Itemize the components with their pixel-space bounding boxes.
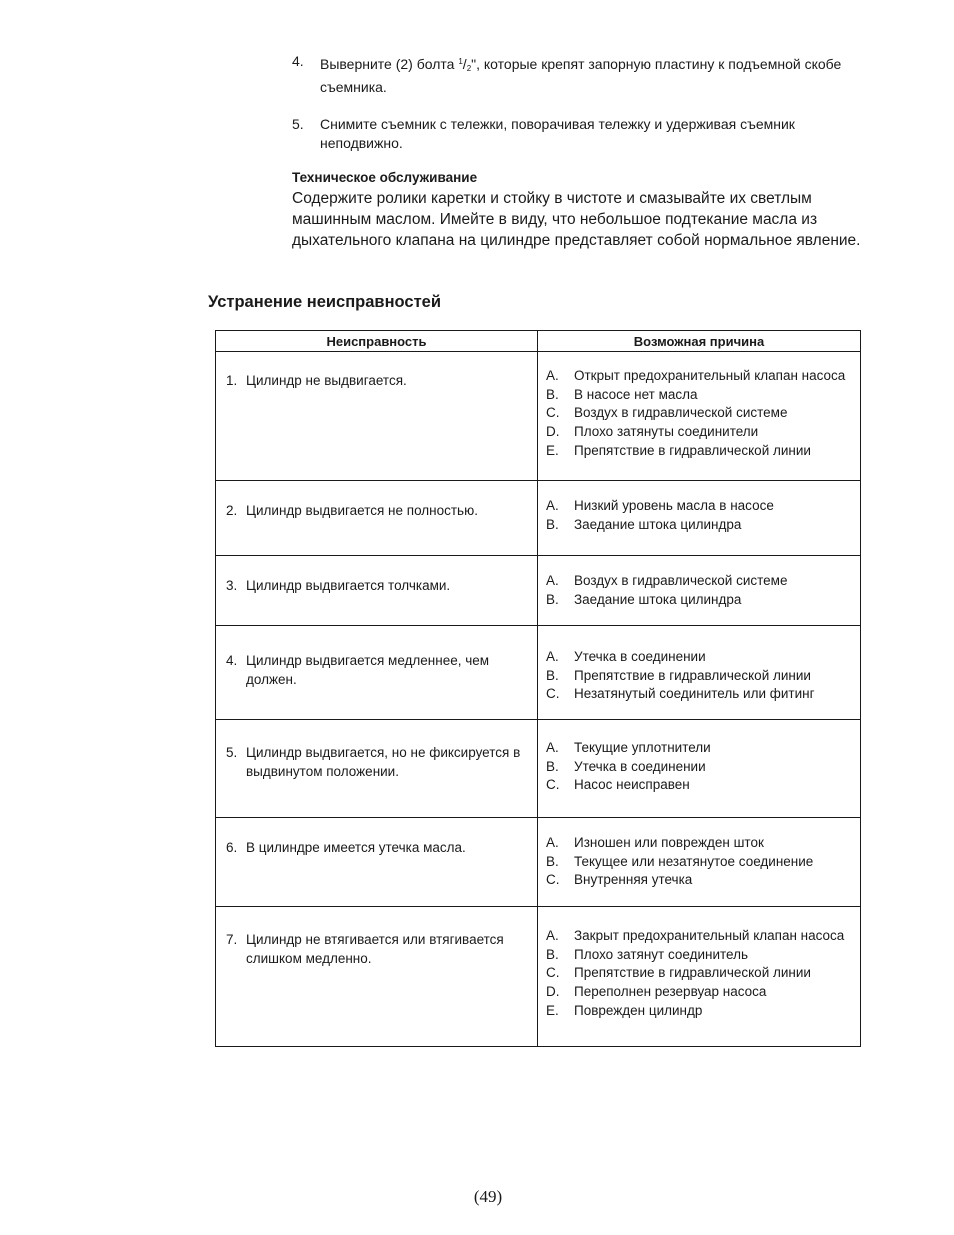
step-text-part: Выверните (2) болта: [320, 56, 459, 72]
problem-item: [226, 651, 529, 689]
cause-item: [546, 516, 852, 535]
step-4: [292, 52, 872, 97]
cause-letter: A.: [546, 498, 559, 513]
header-cause: Возможная причина: [538, 331, 861, 352]
problem-text: Цилиндр выдвигается не полностью.: [246, 503, 478, 518]
problem-number: 5.: [226, 745, 238, 760]
cause-item: [546, 834, 852, 853]
cause-text: В насосе нет масла: [574, 386, 698, 402]
maintenance-title: Техническое обслуживание: [292, 170, 478, 185]
problem-text: В цилиндре имеется утечка масла.: [246, 840, 466, 855]
cause-letter: B.: [546, 758, 559, 774]
cause-text: Плохо затянут соединитель: [574, 946, 749, 962]
fraction-denominator: 2: [466, 64, 472, 73]
cause-item: [546, 871, 852, 890]
table-row: [216, 556, 861, 626]
cause-text: Воздух в гидравлической системе: [574, 405, 788, 421]
causes-cell: [538, 818, 861, 907]
causes-cell: [538, 626, 861, 720]
cause-text: Переполнен резервуар насоса: [574, 984, 767, 1000]
cause-item: [546, 667, 852, 686]
cause-letter: C.: [546, 872, 560, 888]
cause-item: [546, 572, 852, 591]
problem-number: 7.: [226, 932, 238, 947]
problem-text: Цилиндр выдвигается медленнее, чем должен.: [246, 653, 490, 687]
cause-letter: D.: [546, 424, 560, 440]
cause-text: Заедание штока цилиндра: [574, 516, 742, 532]
cause-text: Препятствие в гидравлической линии: [574, 667, 811, 683]
cause-text: Низкий уровень масла в насосе: [574, 498, 774, 513]
cause-item: [546, 497, 852, 516]
troubleshooting-title: Устранение неисправностей: [208, 293, 441, 311]
cause-letter: B.: [546, 516, 559, 532]
causes-cell: [538, 556, 861, 626]
cause-text: Текущие уплотнители: [574, 740, 711, 755]
cause-item: [546, 404, 852, 423]
cause-letter: C.: [546, 686, 560, 702]
page-number: (49): [473, 1187, 503, 1206]
cause-text: Внутренняя утечка: [574, 872, 693, 888]
cause-item: [546, 442, 852, 461]
cause-text: Изношен или поврежден шток: [574, 835, 764, 850]
cause-text: Насос неисправен: [574, 777, 690, 793]
cause-item: [546, 776, 852, 795]
problem-cell: [216, 352, 538, 481]
problem-number: 3.: [226, 578, 238, 593]
problem-item: [226, 501, 529, 520]
cause-text: Заедание штока цилиндра: [574, 591, 742, 607]
troubleshooting-table: [215, 330, 861, 1047]
step-text-part: ", которые крепят запорную пластину к подъемной скобе съемника.: [320, 56, 842, 95]
cause-letter: B.: [546, 386, 559, 402]
problem-number: 4.: [226, 653, 238, 668]
problem-item: [226, 371, 529, 390]
problem-item: [226, 743, 529, 781]
cause-item: [546, 648, 852, 667]
fraction-numerator: 1: [458, 57, 463, 66]
table-row: [216, 626, 861, 720]
cause-letter: C.: [546, 965, 560, 981]
cause-item: [546, 423, 852, 442]
cause-item: [546, 946, 852, 965]
problem-text: Цилиндр выдвигается, но не фиксируется в выдвинутом положении.: [246, 745, 521, 779]
cause-item: [546, 386, 852, 405]
problem-text: Цилиндр не втягивается или втягивается слишком медленно.: [246, 932, 504, 966]
cause-item: [546, 758, 852, 777]
cause-text: Текущее или незатянутое соединение: [574, 853, 814, 869]
table-row: [216, 818, 861, 907]
problem-number: 6.: [226, 840, 238, 855]
problem-cell: [216, 626, 538, 720]
instruction-steps: [292, 52, 872, 171]
cause-letter: A.: [546, 368, 559, 383]
cause-item: [546, 927, 852, 946]
table-body: [216, 352, 861, 1047]
cause-letter: A.: [546, 573, 559, 588]
causes-cell: [538, 481, 861, 556]
causes-cell: [538, 720, 861, 818]
cause-text: Препятствие в гидравлической линии: [574, 442, 811, 458]
table-row: [216, 907, 861, 1047]
table-row: [216, 481, 861, 556]
causes-cell: [538, 352, 861, 481]
cause-item: [546, 983, 852, 1002]
cause-text: Поврежден цилиндр: [574, 1002, 703, 1018]
cause-text: Незатянутый соединитель или фитинг: [574, 686, 815, 702]
table-row: [216, 352, 861, 481]
cause-letter: B.: [546, 591, 559, 607]
cause-text: Утечка в соединении: [574, 649, 706, 664]
step-5: [292, 115, 872, 153]
cause-letter: E.: [546, 1002, 559, 1018]
cause-letter: A.: [546, 649, 559, 664]
cause-item: [546, 685, 852, 704]
cause-letter: A.: [546, 835, 559, 850]
cause-letter: B.: [546, 667, 559, 683]
cause-item: [546, 739, 852, 758]
problem-item: [226, 576, 529, 595]
problem-text: Цилиндр не выдвигается.: [246, 373, 407, 388]
header-problem: Неисправность: [216, 331, 538, 352]
cause-text: Препятствие в гидравлической линии: [574, 965, 811, 981]
fraction: $^1/_2$: [458, 56, 472, 73]
step-text: [320, 52, 872, 97]
problem-cell: [216, 556, 538, 626]
causes-cell: [538, 907, 861, 1047]
cause-text: Плохо затянуты соединители: [574, 424, 759, 440]
cause-letter: A.: [546, 928, 559, 943]
cause-item: [546, 853, 852, 872]
step-number: 4.: [292, 53, 304, 69]
cause-letter: A.: [546, 740, 559, 755]
cause-text: Закрыт предохранительный клапан насоса: [574, 928, 845, 943]
problem-text: Цилиндр выдвигается толчками.: [246, 578, 451, 593]
cause-letter: B.: [546, 946, 559, 962]
problem-number: 2.: [226, 503, 238, 518]
table-header-row: [216, 331, 861, 352]
cause-text: Утечка в соединении: [574, 758, 706, 774]
problem-cell: [216, 481, 538, 556]
cause-letter: D.: [546, 984, 560, 1000]
problem-cell: [216, 720, 538, 818]
cause-letter: C.: [546, 777, 560, 793]
cause-item: [546, 591, 852, 610]
cause-item: [546, 964, 852, 983]
cause-letter: C.: [546, 405, 560, 421]
cause-text: Открыт предохранительный клапан насоса: [574, 368, 846, 383]
problem-cell: [216, 818, 538, 907]
problem-item: [226, 930, 529, 968]
cause-item: [546, 1002, 852, 1021]
problem-cell: [216, 907, 538, 1047]
problem-item: [226, 838, 529, 857]
table-row: [216, 720, 861, 818]
maintenance-body: Содержите ролики каретки и стойку в чистоте и смазывайте их светлым машинным маслом. Имейте в виду, что небольшое подтекание масла из дыхательного клапана на цилиндре представляет собой нормальное явление.: [292, 190, 861, 249]
problem-number: 1.: [226, 373, 238, 388]
cause-text: Воздух в гидравлической системе: [574, 573, 788, 588]
cause-item: [546, 367, 852, 386]
cause-letter: B.: [546, 853, 559, 869]
step-number: 5.: [292, 116, 304, 132]
cause-letter: E.: [546, 442, 559, 458]
troubleshooting-table-wrapper: [215, 330, 860, 1047]
step-text: Снимите съемник с тележки, поворачивая тележку и удерживая съемник неподвижно.: [320, 116, 795, 151]
